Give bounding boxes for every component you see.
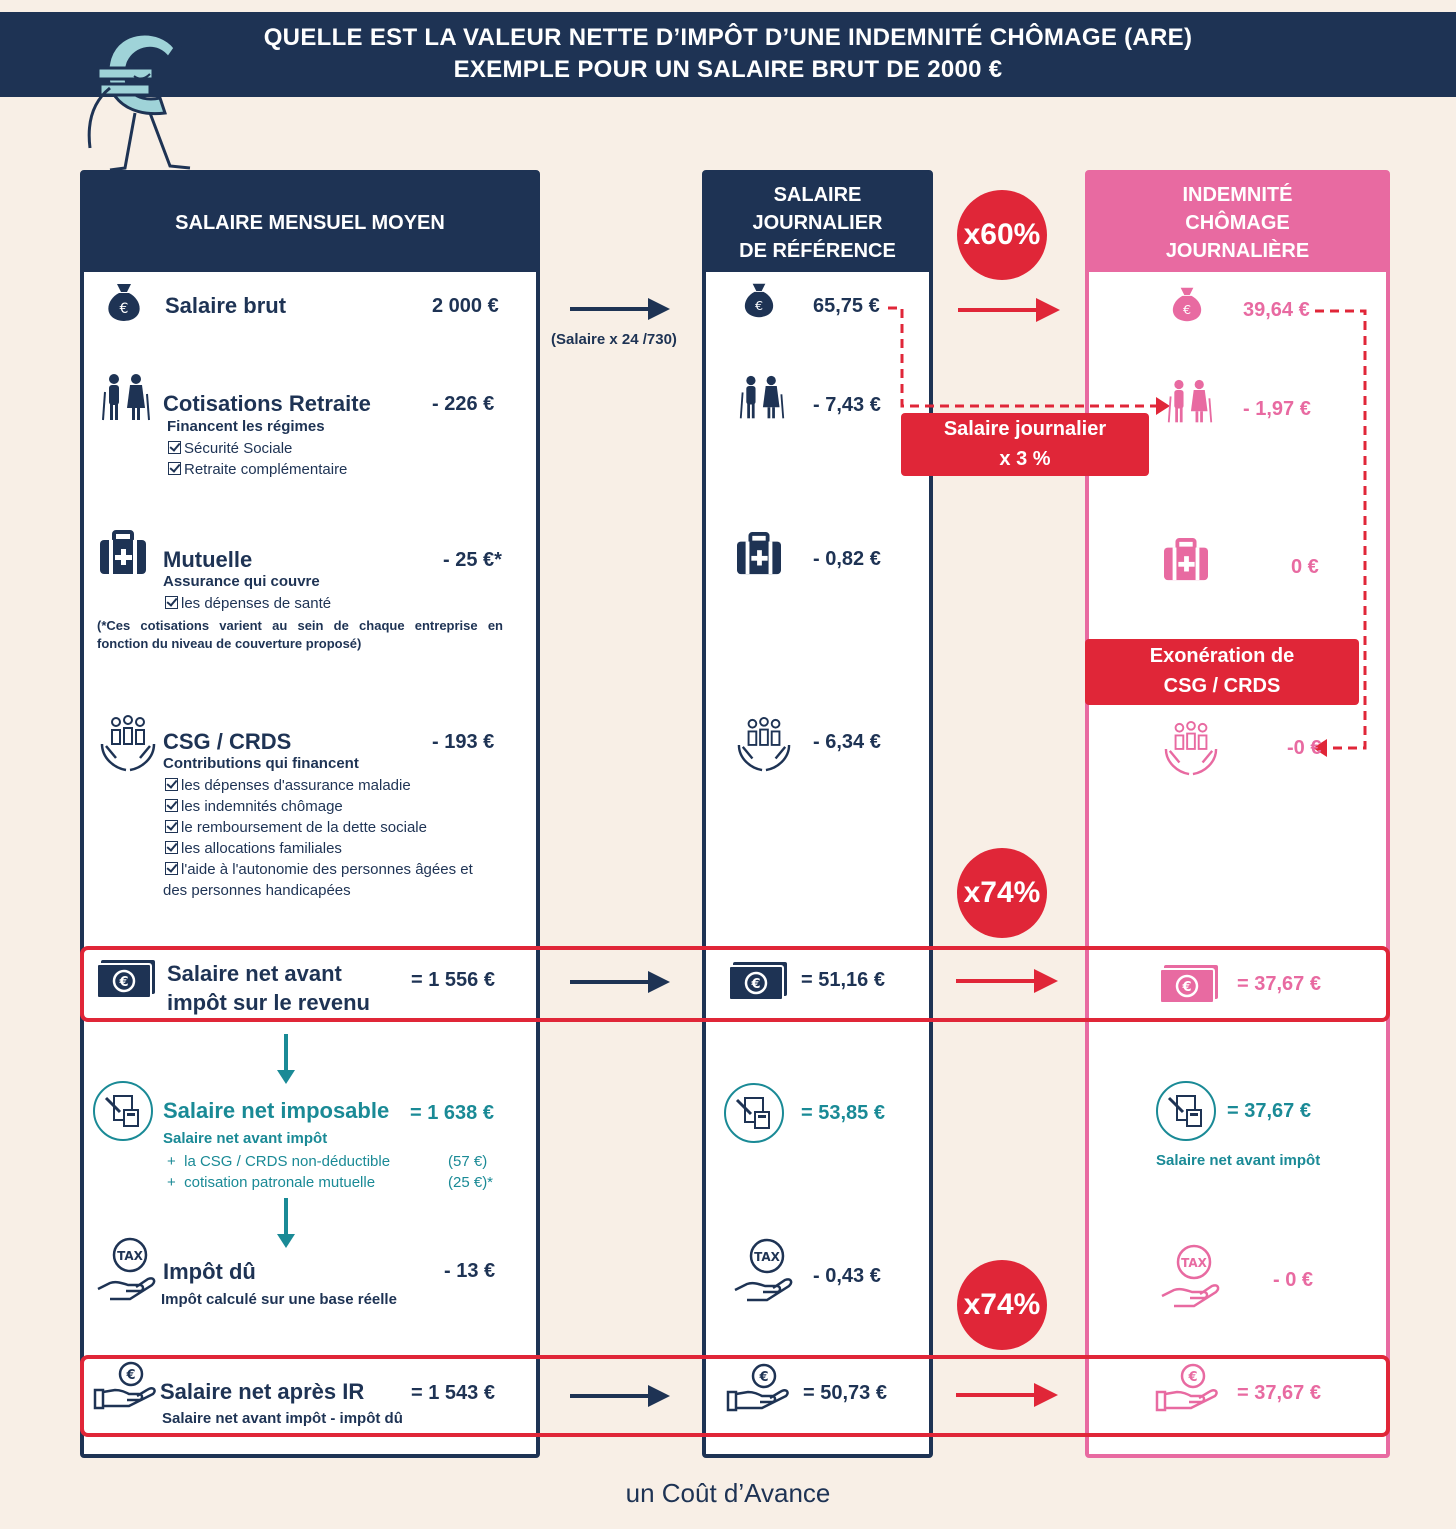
checkbox-icon	[168, 462, 181, 475]
helping-hands-icon-mid	[737, 716, 791, 772]
euro-mascot-icon	[80, 18, 220, 178]
imposable-mid-value: = 53,85 €	[801, 1102, 885, 1124]
checkbox-icon	[165, 799, 178, 812]
net-apres-sub: Salaire net avant impôt - impôt dû	[162, 1410, 403, 1427]
banknote-icon-right	[1158, 963, 1220, 1005]
list-item: Retraite complémentaire	[168, 459, 347, 480]
list-item: le remboursement de la dette sociale	[165, 817, 473, 838]
svg-text:€: €	[119, 301, 129, 317]
checkbox-icon	[165, 862, 178, 875]
list-item: les dépenses de santé	[165, 593, 331, 614]
impot-sub: Impôt calculé sur une base réelle	[161, 1291, 397, 1308]
svg-text:TAX: TAX	[754, 1250, 780, 1264]
title-line-2: EXEMPLE POUR UN SALAIRE BRUT DE 2000 €	[453, 56, 1003, 83]
medical-kit-icon-mid	[735, 532, 783, 576]
banknote-icon-mid	[727, 960, 789, 1002]
svg-text:€: €	[126, 1368, 136, 1383]
middle-column-header: SALAIRE JOURNALIER DE RÉFÉRENCE	[706, 174, 929, 272]
elderly-couple-icon-right	[1166, 378, 1214, 426]
brut-left-value: 2 000 €	[432, 295, 499, 317]
multiplier-74-badge: x74%	[957, 848, 1047, 938]
mutuelle-label: Mutuelle	[163, 547, 253, 572]
list-item-continued: des personnes handicapées	[163, 882, 351, 899]
svg-text:TAX: TAX	[1181, 1256, 1207, 1270]
svg-text:€: €	[751, 977, 761, 992]
impot-mid-value: - 0,43 €	[813, 1265, 881, 1287]
net-apres-mid-value: = 50,73 €	[803, 1382, 887, 1404]
retraite-mid-value: - 7,43 €	[813, 394, 881, 416]
imposable-plus-list	[167, 1151, 390, 1193]
svg-text:€: €	[1182, 301, 1192, 317]
euro-hand-icon-mid	[726, 1362, 792, 1414]
dashed-connector-retraite	[888, 300, 1178, 420]
arrow-right-icon	[570, 968, 670, 996]
multiplier-74-badge-2: x74%	[957, 1260, 1047, 1350]
mutuelle-mid-value: - 0,82 €	[813, 548, 881, 570]
retraite-list	[168, 438, 347, 480]
tax-hand-icon	[96, 1237, 158, 1307]
retraite-left-value: - 226 €	[432, 393, 495, 415]
elderly-couple-icon-mid	[738, 374, 786, 422]
brut-mid-value: 65,75 €	[813, 295, 880, 317]
helping-hands-icon-right	[1164, 720, 1218, 776]
brut-right-value: 39,64 €	[1243, 299, 1310, 321]
retraite-label: Cotisations Retraite	[163, 391, 371, 416]
impot-label: Impôt dû	[163, 1259, 256, 1284]
right-column-header: INDEMNITÉ CHÔMAGE JOURNALIÈRE	[1089, 174, 1386, 272]
checkbox-icon	[165, 841, 178, 854]
arrow-right-icon	[570, 295, 670, 323]
list-item: les allocations familiales	[165, 838, 473, 859]
helping-hands-icon	[100, 714, 156, 772]
svg-text:€: €	[754, 297, 764, 313]
imposable-right-value: = 37,67 €	[1227, 1100, 1311, 1122]
imposable-sub: Salaire net avant impôt	[163, 1130, 328, 1147]
list-item: + la CSG / CRDS non-déductible	[167, 1153, 391, 1170]
net-apres-right-value: = 37,67 €	[1237, 1382, 1321, 1404]
svg-text:€: €	[119, 975, 129, 990]
medical-kit-icon-right	[1162, 538, 1210, 582]
checkbox-icon	[165, 596, 178, 609]
exoneration-box: Exonération de CSG / CRDS	[1085, 639, 1359, 705]
banknote-icon	[95, 958, 157, 1000]
mutuelle-list	[165, 593, 331, 614]
tax-hand-icon-mid	[733, 1238, 795, 1308]
net-apres-left-value: = 1 543 €	[411, 1382, 495, 1404]
brand-footer: un Coût d’Avance	[625, 1478, 831, 1508]
mutuelle-right-value: 0 €	[1291, 556, 1319, 578]
net-avant-mid-value: = 51,16 €	[801, 969, 885, 991]
svg-text:€: €	[759, 1370, 769, 1385]
medical-kit-icon	[98, 530, 148, 576]
list-item: les indemnités chômage	[165, 796, 473, 817]
imposable-plus-values: (57 €) (25 €)*	[448, 1153, 494, 1191]
csg-label: CSG / CRDS	[163, 729, 292, 754]
net-avant-right-value: = 37,67 €	[1237, 973, 1321, 995]
net-avant-label: Salaire net avant impôt sur le revenu	[167, 961, 370, 1015]
mutuelle-note: (*Ces cotisations varient au sein de chaque entreprise en fonction du niveau de couverture proposé)	[97, 618, 503, 651]
elderly-couple-icon	[100, 372, 152, 424]
impot-right-value: - 0 €	[1273, 1269, 1314, 1291]
net-apres-label: Salaire net après IR	[160, 1379, 365, 1404]
left-column-header: SALAIRE MENSUEL MOYEN	[84, 174, 536, 272]
list-item: les dépenses d'assurance maladie	[165, 775, 473, 796]
checkbox-icon	[168, 441, 181, 454]
euro-hand-icon	[93, 1360, 159, 1412]
brut-label: Salaire brut	[165, 293, 287, 318]
csg-right-value: -0 €	[1287, 737, 1322, 759]
svg-text:€: €	[1188, 1370, 1198, 1385]
impot-left-value: - 13 €	[444, 1260, 496, 1282]
csg-sub: Contributions qui financent	[163, 755, 359, 772]
calculator-document-icon-right	[1155, 1080, 1217, 1142]
conversion-note: (Salaire x 24 /730)	[551, 331, 677, 348]
checkbox-icon	[165, 820, 178, 833]
svg-text:TAX: TAX	[117, 1249, 143, 1263]
list-item: l'aide à l'autonomie des personnes âgées et	[165, 859, 473, 880]
retraite-right-value: - 1,97 €	[1243, 398, 1311, 420]
csg-list	[165, 775, 473, 901]
checkbox-icon	[165, 778, 178, 791]
euro-hand-icon-right	[1155, 1362, 1221, 1414]
imposable-left-value: = 1 638 €	[410, 1102, 494, 1124]
list-item: Sécurité Sociale	[168, 438, 347, 459]
csg-mid-value: - 6,34 €	[813, 731, 881, 753]
money-bag-icon-mid	[740, 278, 778, 322]
money-bag-icon	[103, 280, 145, 324]
tax-hand-icon-right	[1160, 1244, 1222, 1314]
multiplier-60-badge: x60%	[957, 190, 1047, 280]
title-line-1: QUELLE EST LA VALEUR NETTE D’IMPÔT D’UNE INDEMNITÉ CHÔMAGE (ARE)	[263, 24, 1193, 51]
imposable-right-sub: Salaire net avant impôt	[1156, 1152, 1321, 1169]
mutuelle-sub: Assurance qui couvre	[163, 573, 320, 590]
imposable-label: Salaire net imposable	[163, 1098, 390, 1123]
mutuelle-left-value: - 25 €*	[443, 549, 502, 571]
retraite-sub: Financent les régimes	[167, 418, 325, 435]
arrow-right-red-icon	[956, 967, 1058, 995]
csg-left-value: - 193 €	[432, 731, 495, 753]
net-avant-left-value: = 1 556 €	[411, 969, 495, 991]
arrow-down-icon	[276, 1034, 296, 1086]
calculator-document-icon-mid	[723, 1082, 785, 1144]
salaire-journalier-box: Salaire journalier x 3 %	[901, 413, 1149, 476]
list-item: + cotisation patronale mutuelle	[167, 1174, 376, 1191]
arrow-down-icon	[276, 1198, 296, 1250]
calculator-document-icon	[92, 1080, 154, 1142]
arrow-right-icon	[570, 1382, 670, 1410]
svg-text:€: €	[1182, 980, 1192, 995]
arrow-right-red-icon	[956, 1381, 1058, 1409]
